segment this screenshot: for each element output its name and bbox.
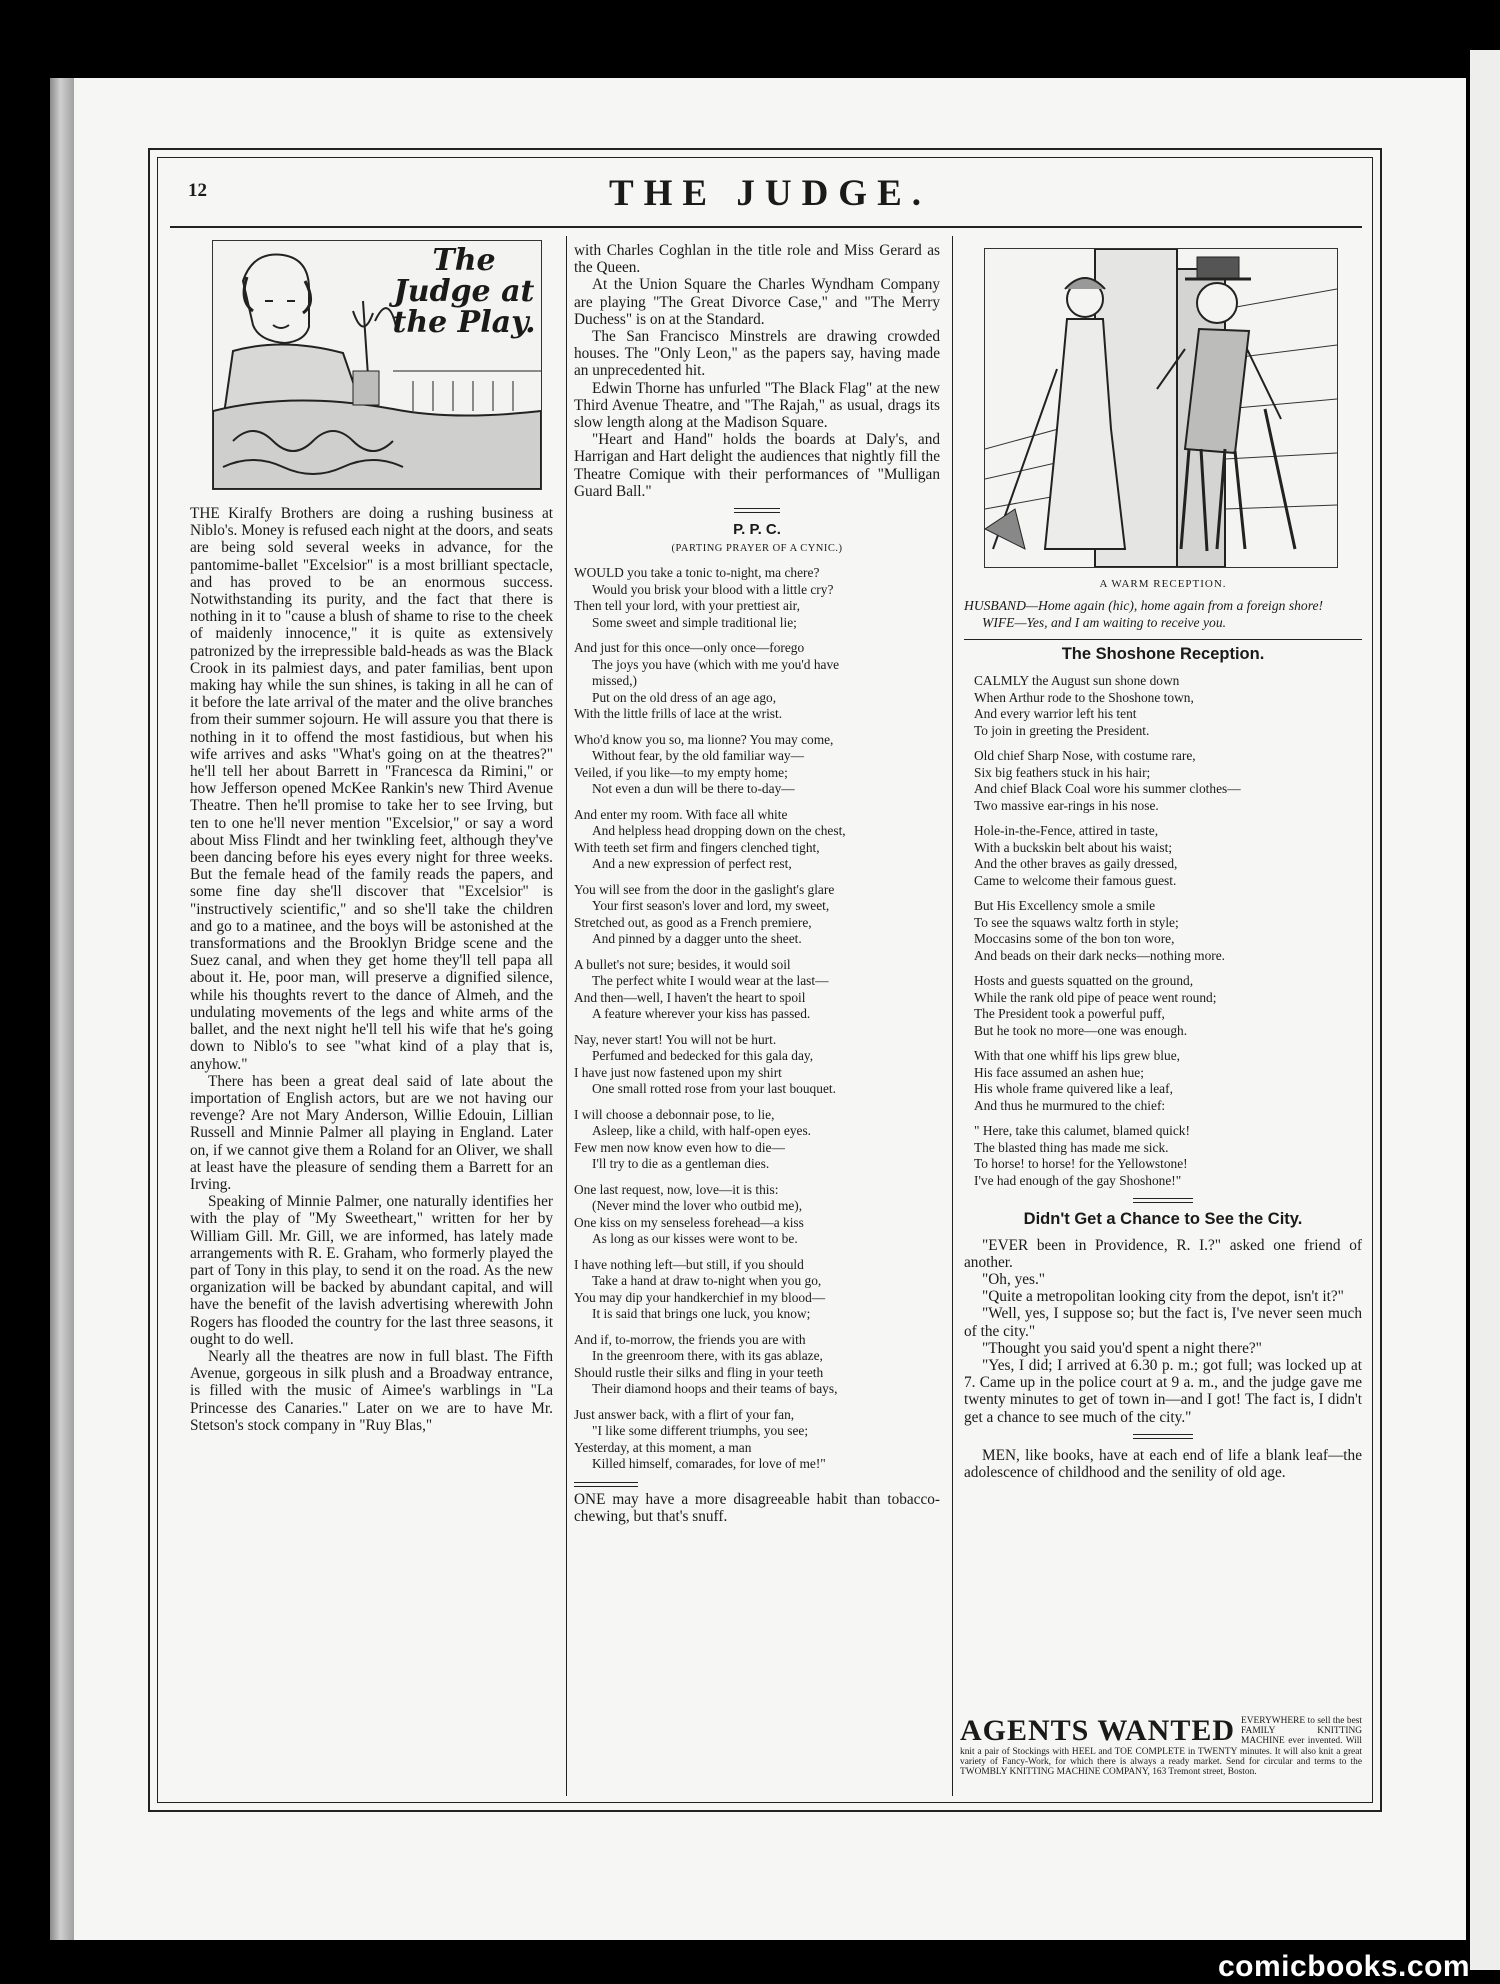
poem-line: And a new expression of perfect rest, xyxy=(592,856,792,872)
poem-line: When Arthur rode to the Shoshone town, xyxy=(974,689,1194,705)
poem-stanza xyxy=(974,823,1362,889)
poem-line: Nay, never start! You will not be hurt. xyxy=(574,1031,777,1047)
poem-line: And chief Black Coal wore his summer clothes— xyxy=(974,781,1241,797)
article-paragraph: with Charles Coghlan in the title role and Miss Gerard as the Queen. xyxy=(574,242,940,277)
poem-line: Without fear, by the old familiar way— xyxy=(592,748,804,764)
poem-line: Hole-in-the-Fence, attired in taste, xyxy=(974,823,1159,839)
poem-line: The perfect white I would wear at the last— xyxy=(592,973,829,989)
poem-line: Moccasins some of the bon ton wore, xyxy=(974,931,1175,947)
masthead-rule xyxy=(170,226,1362,228)
poem-stanza xyxy=(574,807,940,873)
story-paragraph: "Quite a metropolitan looking city from the depot, isn't it?" xyxy=(982,1288,1344,1306)
warm-reception-cartoon xyxy=(984,248,1338,568)
next-page-edge xyxy=(1470,50,1500,1970)
poem-line: And the other braves as gaily dressed, xyxy=(974,856,1178,872)
city-story xyxy=(964,1237,1362,1426)
judge-at-play-heading: The Judge at the Play. xyxy=(392,243,536,340)
snuff-paragraph: ONE may have a more disagreeable habit than tobacco-chewing, but that's snuff. xyxy=(574,1490,940,1526)
poem-line: WOULD you take a tonic to-night, ma chere? xyxy=(574,565,820,581)
poem-stanza xyxy=(974,1123,1362,1189)
poem-line: In the greenroom there, with its gas ablaze, xyxy=(592,1348,823,1364)
section-rule xyxy=(1133,1434,1193,1439)
poem-line: Take a hand at draw to-night when you go, xyxy=(592,1273,822,1289)
article-paragraph: THE Kiralfy Brothers are doing a rushing business at Niblo's. Money is refused each night at the doors, and seats are being sold several weeks in advance, for the pantomime-ballet "Excelsior" is a most brilliant spectacle, and has proved to be an enormous success. Notwithstanding its purity, and the fact that there is nothing in it to "cause a blush of shame to rise to the cheek of maidenly innocence," it is quite as extensively patronized by the irrepressible bald-heads as was the Black Crook in its palmiest days, and pater familias, bent upon making hay while the sun shines, is taking in all he can of it before the late arrival of the mater and the olive branches from their summer sojourn. He will assure you that there is nothing in it to offend the most fastidious, but when his wife arrives and asks "What's going on at the theatres?" he'll tell her about Barrett in "Francesca da Rimini," or how Jefferson opened McKee Rankin's new Third Avenue Theatre. Then he'll promise to take her to see Irving, but ten to one he'll never mention "Excelsior," or say a word about Miss Flindt and her twinkling feet, although they've been dancing before his eyes every night for three weeks. But the female head of the family reads the papers, and some fine day she'll discover that "Excelsior" is "instructively scientific," and so she'll take the children and go to a matinee, and the boys will be astonished at the transformations and the Brooklyn Bridge scene and the Suez canal, and when they get home they'll tell papa all about it. He, poor man, will preserve a dignified silence, while his thoughts revert to the dance of Almeh, and the undulating movements of the legs and white arms of the ballet, and the next night he'll tell his wife that he's going down to Niblo's to see "what kind of a play that is, anyhow." xyxy=(190,505,554,1073)
poem-line: Stretched out, as good as a French premiere, xyxy=(574,914,812,930)
page-number: 12 xyxy=(188,180,207,201)
poem-line: With a buckskin belt about his waist; xyxy=(974,839,1173,855)
poem-stanza xyxy=(574,1332,940,1398)
story-paragraph: "Yes, I did; I arrived at 6.30 p. m.; got full; was locked up at 7. Came up in the police court at 9 a. m., and the judge gave me twenty minutes to get of town in—and I got! The fact is, I didn't get a chance to see much of the city." xyxy=(964,1357,1362,1426)
poem-line: Old chief Sharp Nose, with costume rare, xyxy=(974,748,1196,764)
poem-line: To join in greeting the President. xyxy=(974,722,1150,738)
column-1-article xyxy=(190,505,553,1434)
poem-line: Two massive ear-rings in his nose. xyxy=(974,797,1159,813)
poem-stanza xyxy=(574,1407,940,1473)
judge-at-play-illustration xyxy=(212,240,542,490)
poem-line: You will see from the door in the gaslight's glare xyxy=(574,881,835,897)
poem-line: With teeth set firm and fingers clenched tight, xyxy=(574,839,820,855)
poem-line: And thus he murmured to the chief: xyxy=(974,1097,1166,1113)
poem-line: Came to welcome their famous guest. xyxy=(974,872,1177,888)
poem-line: It is said that brings one luck, you know; xyxy=(592,1306,811,1322)
poem-line: I've had enough of the gay Shoshone!" xyxy=(974,1172,1182,1188)
poem-line: " Here, take this calumet, blamed quick! xyxy=(974,1123,1190,1139)
poem-line: Should rustle their silks and fling in your teeth xyxy=(574,1364,824,1380)
article-paragraph: Nearly all the theatres are now in full blast. The Fifth Avenue, gorgeous in silk plush and a Broadway entrance, is filled with the music of Aimee's warblings in "La Princesse des Canaries." Later on we are to have Mr. Stetson's stock company in "Ruy Blas," xyxy=(190,1347,553,1434)
poem-line: Yesterday, at this moment, a man xyxy=(574,1439,752,1455)
masthead-title: THE JUDGE. xyxy=(608,173,932,214)
poem-stanza xyxy=(574,732,940,798)
shoshone-title: The Shoshone Reception. xyxy=(1061,645,1265,664)
poem-stanza xyxy=(974,1048,1362,1114)
men-like-books-paragraph: MEN, like books, have at each end of life a blank leaf—the adolescence of childhood and the senility of old age. xyxy=(964,1446,1362,1482)
story-paragraph: "Well, yes, I suppose so; but the fact is, I've never seen much of the city." xyxy=(964,1305,1362,1340)
poem-line: Perfumed and bedecked for this gala day, xyxy=(592,1048,814,1064)
article-paragraph: The San Francisco Minstrels are drawing crowded houses. The "Only Leon," as the papers say, having made an unprecedented hit. xyxy=(574,328,940,380)
column-3-content xyxy=(964,576,1362,1481)
poem-line: His whole frame quivered like a leaf, xyxy=(974,1081,1173,1097)
poem-line: (Never mind the lover who outbid me), xyxy=(592,1198,803,1214)
cartoon-wife-line: WIFE—Yes, and I am waiting to receive you. xyxy=(982,615,1227,631)
poem-line: And if, to-morrow, the friends you are with xyxy=(574,1331,806,1347)
article-paragraph: Speaking of Minnie Palmer, one naturally identifies her with the play of "My Sweetheart," written for her by William Gill. Mr. Gill, we are informed, has lately made arrangements with R. E. Graham, who formerly played the part of Tony in this play, to send it on the road. As the new organization will be backed by abundant capital, and will have the benefit of the lavish advertising wherewith John Rogers has flooded the country for the last three seasons, it ought to do well. xyxy=(190,1193,553,1348)
poem-line: To see the squaws waltz forth in style; xyxy=(974,914,1179,930)
poem-line: Few men now know even how to die— xyxy=(574,1139,785,1155)
story-paragraph: "EVER been in Providence, R. I.?" asked one friend of another. xyxy=(964,1236,1362,1271)
poem-line: Just answer back, with a flirt of your fan, xyxy=(574,1406,795,1422)
story-paragraph: "Thought you said you'd spent a night there?" xyxy=(982,1339,1262,1357)
ppc-poem xyxy=(574,565,940,1473)
poem-line: I will choose a debonnair pose, to lie, xyxy=(574,1106,775,1122)
poem-line: Put on the old dress of an age ago, xyxy=(592,689,777,705)
poem-line: A feature wherever your kiss has passed. xyxy=(592,1006,811,1022)
poem-stanza xyxy=(574,882,940,948)
poem-line: And helpless head dropping down on the chest, xyxy=(592,823,846,839)
watermark: comicbooks.com xyxy=(1218,1950,1471,1983)
poem-line: Then tell your lord, with your prettiest air, xyxy=(574,598,800,614)
ad-body: EVERYWHERE to sell the best FAMILY KNITTING MACHINE ever invented. Will knit a pair of Stockings with HEEL and TOE COMPLETE in TWENTY minutes. It will also knit a great variety of Fancy-Work, for which there is always a ready market. Send for circular and terms to the TWOMBLY KNITTING MACHINE COMPANY, 163 Tremont street, Boston. xyxy=(960,1716,1362,1778)
section-rule xyxy=(734,508,780,513)
poem-stanza xyxy=(574,1107,940,1173)
poem-line: The President took a powerful puff, xyxy=(974,1006,1165,1022)
poem-line: And every warrior left his tent xyxy=(974,706,1137,722)
book-binding xyxy=(50,78,76,1940)
poem-line: missed,) xyxy=(592,673,638,689)
poem-line: I'll try to die as a gentleman dies. xyxy=(592,1156,770,1172)
poem-line: But His Excellency smole a smile xyxy=(974,898,1156,914)
poem-line: As long as our kisses were wont to be. xyxy=(592,1231,798,1247)
poem-line: CALMLY the August sun shone down xyxy=(974,673,1180,689)
poem-line: "I like some different triumphs, you see; xyxy=(592,1423,809,1439)
ad-headline: AGENTS WANTED xyxy=(960,1714,1236,1747)
agents-wanted-ad xyxy=(960,1716,1362,1782)
poem-line: But he took no more—one was enough. xyxy=(974,1022,1188,1038)
poem-line: Would you brisk your blood with a little cry? xyxy=(592,581,834,597)
ppc-poem-title: P. P. C. xyxy=(733,521,781,539)
column-2-article xyxy=(574,242,940,1525)
poem-stanza xyxy=(574,1032,940,1098)
poem-line: While the rank old pipe of peace went round; xyxy=(974,989,1217,1005)
poem-stanza xyxy=(974,673,1362,739)
poem-line: Not even a dun will be there to-day— xyxy=(592,781,795,797)
poem-line: The blasted thing has made me sick. xyxy=(974,1139,1169,1155)
poem-stanza xyxy=(574,957,940,1023)
poem-line: Veiled, if you like—to my empty home; xyxy=(574,764,788,780)
poem-line: Killed himself, comarades, for love of me!" xyxy=(592,1456,826,1472)
poem-line: One small rotted rose from your last bouquet. xyxy=(592,1081,836,1097)
poem-line: Asleep, like a child, with half-open eyes. xyxy=(592,1123,812,1139)
article-paragraph: There has been a great deal said of late about the importation of English actors, but are we not having our revenge? Are not Mary Anderson, Willie Edouin, Lillian Russell and Minnie Palmer all playing in England. Later on, if we cannot give them a Roland for an Oliver, we shall at least have the pleasure of sending them a Barrett for an Irving. xyxy=(190,1072,553,1193)
article-paragraph: Edwin Thorne has unfurled "The Black Flag" at the new Third Avenue Theatre, and "The Rajah," as usual, drags its slow length along at the Madison Square. xyxy=(574,379,940,432)
poem-stanza xyxy=(574,565,940,631)
poem-stanza xyxy=(574,640,940,723)
poem-line: One kiss on my senseless forehead—a kiss xyxy=(574,1214,804,1230)
story-paragraph: "Oh, yes." xyxy=(982,1271,1046,1289)
poem-line: With the little frills of lace at the wrist. xyxy=(574,706,783,722)
poem-line: His face assumed an ashen hue; xyxy=(974,1064,1144,1080)
poem-line: With that one whiff his lips grew blue, xyxy=(974,1048,1180,1064)
cartoon-drawing xyxy=(985,249,1337,567)
poem-line: And enter my room. With face all white xyxy=(574,806,788,822)
poem-line: And pinned by a dagger unto the sheet. xyxy=(592,931,802,947)
poem-line: And just for this once—only once—forego xyxy=(574,640,805,656)
poem-line: Your first season's lover and lord, my sweet, xyxy=(592,898,830,914)
poem-line: One last request, now, love—it is this: xyxy=(574,1181,779,1197)
poem-line: The joys you have (which with me you'd have xyxy=(592,656,840,672)
section-rule xyxy=(1133,1198,1193,1203)
poem-stanza xyxy=(574,1182,940,1248)
poem-line: I have just now fastened upon my shirt xyxy=(574,1064,782,1080)
poem-stanza xyxy=(974,973,1362,1039)
poem-line: And beads on their dark necks—nothing more. xyxy=(974,947,1226,963)
article-paragraph: At the Union Square the Charles Wyndham Company are playing "The Great Divorce Case," and "The Merry Duchess" is on at the Standard. xyxy=(574,276,940,328)
column-divider-right xyxy=(952,236,953,1796)
poem-line: I have nothing left—but still, if you should xyxy=(574,1256,804,1272)
ppc-poem-subtitle: (PARTING PRAYER OF A CYNIC.) xyxy=(671,543,843,555)
poem-line: A bullet's not sure; besides, it would soil xyxy=(574,956,791,972)
poem-line: You may dip your handkerchief in my blood— xyxy=(574,1289,826,1305)
section-rule xyxy=(574,1482,638,1487)
article-paragraph: "Heart and Hand" holds the boards at Daly's, and Harrigan and Hart delight the audiences that nightly fill the Theatre Comique with their performances of "Mulligan Guard Ball." xyxy=(574,431,940,500)
poem-stanza xyxy=(574,1257,940,1323)
poem-line: Six big feathers stuck in his hair; xyxy=(974,764,1151,780)
column-divider-left xyxy=(566,236,567,1796)
poem-line: Who'd know you so, ma lionne? You may come, xyxy=(574,731,834,747)
poem-line: To horse! to horse! for the Yellowstone! xyxy=(974,1156,1188,1172)
poem-line: Their diamond hoops and their teams of bays, xyxy=(592,1381,838,1397)
poem-stanza xyxy=(974,748,1362,814)
cartoon-husband-line: HUSBAND—Home again (hic), home again from a foreign shore! xyxy=(964,598,1324,614)
poem-stanza xyxy=(974,898,1362,964)
cartoon-caption: A WARM RECEPTION. xyxy=(1099,578,1227,590)
poem-line: Hosts and guests squatted on the ground, xyxy=(974,973,1194,989)
poem-line: Some sweet and simple traditional lie; xyxy=(592,614,797,630)
city-story-title: Didn't Get a Chance to See the City. xyxy=(1023,1210,1303,1229)
section-rule xyxy=(964,639,1362,640)
poem-line: And then—well, I haven't the heart to spoil xyxy=(574,989,806,1005)
shoshone-poem xyxy=(974,673,1362,1189)
